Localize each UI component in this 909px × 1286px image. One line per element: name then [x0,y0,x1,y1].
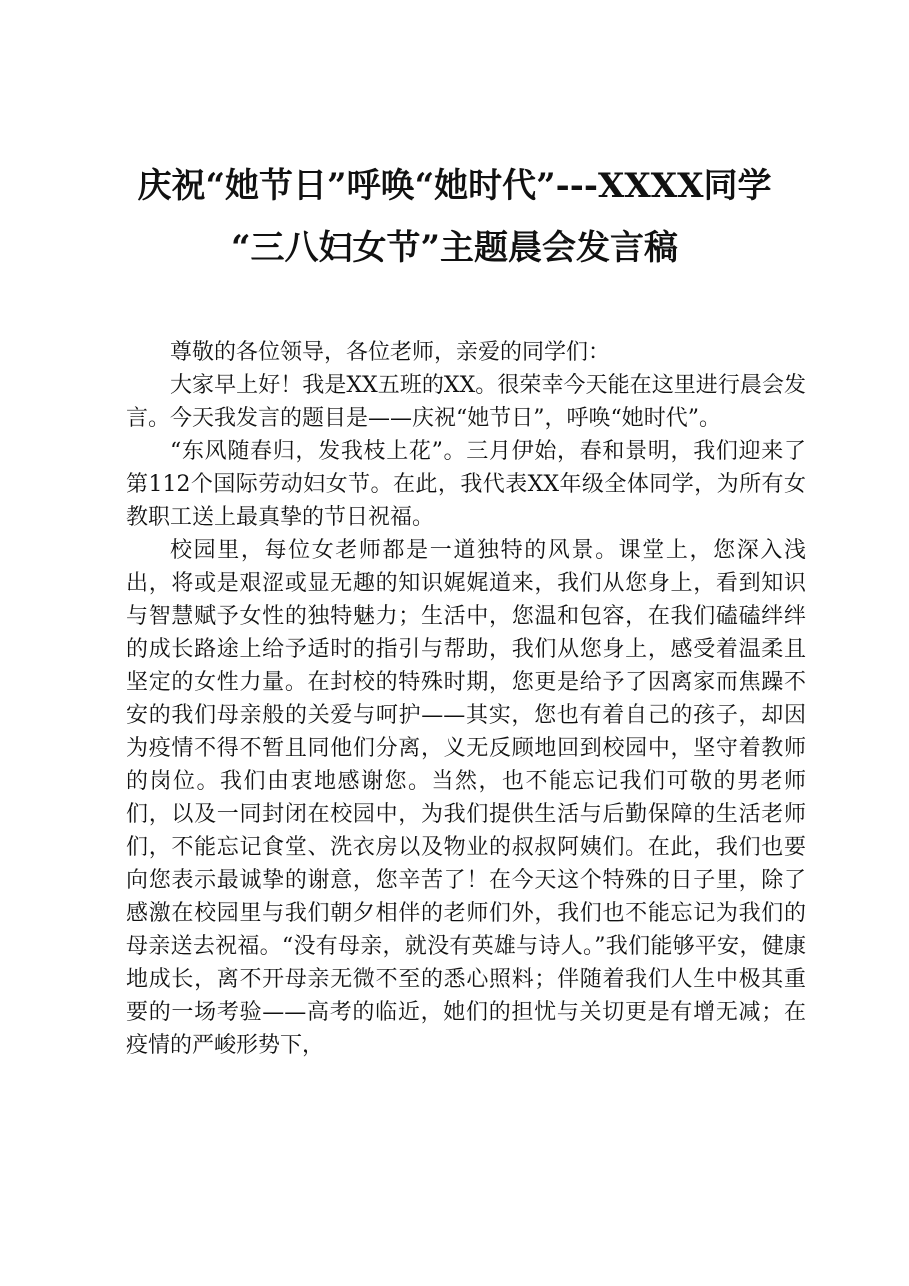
greeting-paragraph: 大家早上好！我是XX五班的XX。很荣幸今天能在这里进行晨会发言。今天我发言的题目是——庆祝“她节日”，呼唤“她时代”。 [126,373,806,431]
teachers-paragraph: 校园里，每位女老师都是一道独特的风景。课堂上，您深入浅出，将或是艰涩或显无趣的知识娓娓道来，我们从您身上，看到知识与智慧赋予女性的独特魅力；生活中，您温和包容，在我们磕磕绊绊的成长路途上给予适时的指引与帮助，我们从您身上，感受着温柔且坚定的女性力量。在封校的特殊时期，您更是给予了因离家而焦躁不安的我们母亲般的关爱与呵护——其实，您也有着自己的孩子，却因为疫情不得不暂且同他们分离，义无反顾地回到校园中，坚守着教师的岗位。我们由衷地感谢您。当然，也不能忘记我们可敬的男老师们，以及一同封闭在校园中，为我们提供生活与后勤保障的生活老师们，不能忘记食堂、洗衣房以及物业的叔叔阿姨们。在此，我们也要向您表示最诚挚的谢意，您辛苦了！在今天这个特殊的日子里，除了感激在校园里与我们朝夕相伴的老师们外，我们也不能忘记为我们的母亲送去祝福。“没有母亲，就没有英雄与诗人。”我们能够平安，健康地成长，离不开母亲无微不至的悉心照料；伴随着我们人生中极其重要的一场考验——高考的临近，她们的担忧与关切更是有增无减；在疫情的严峻形势下， [126,538,806,1058]
spring-paragraph: “东风随春归，发我枝上花”。三月伊始，春和景明，我们迎来了第112个国际劳动妇女节。在此，我代表XX年级全体同学，为所有女教职工送上最真挚的节日祝福。 [126,439,806,530]
document-body [126,336,806,1062]
salutation-paragraph: 尊敬的各位领导，各位老师，亲爱的同学们： [170,340,611,365]
document-title-line-2: “三八妇女节”主题晨会发言稿 [230,228,679,268]
document-title-line-1: 庆祝“她节日”呼唤“她时代”---XXXX同学 [137,166,772,206]
